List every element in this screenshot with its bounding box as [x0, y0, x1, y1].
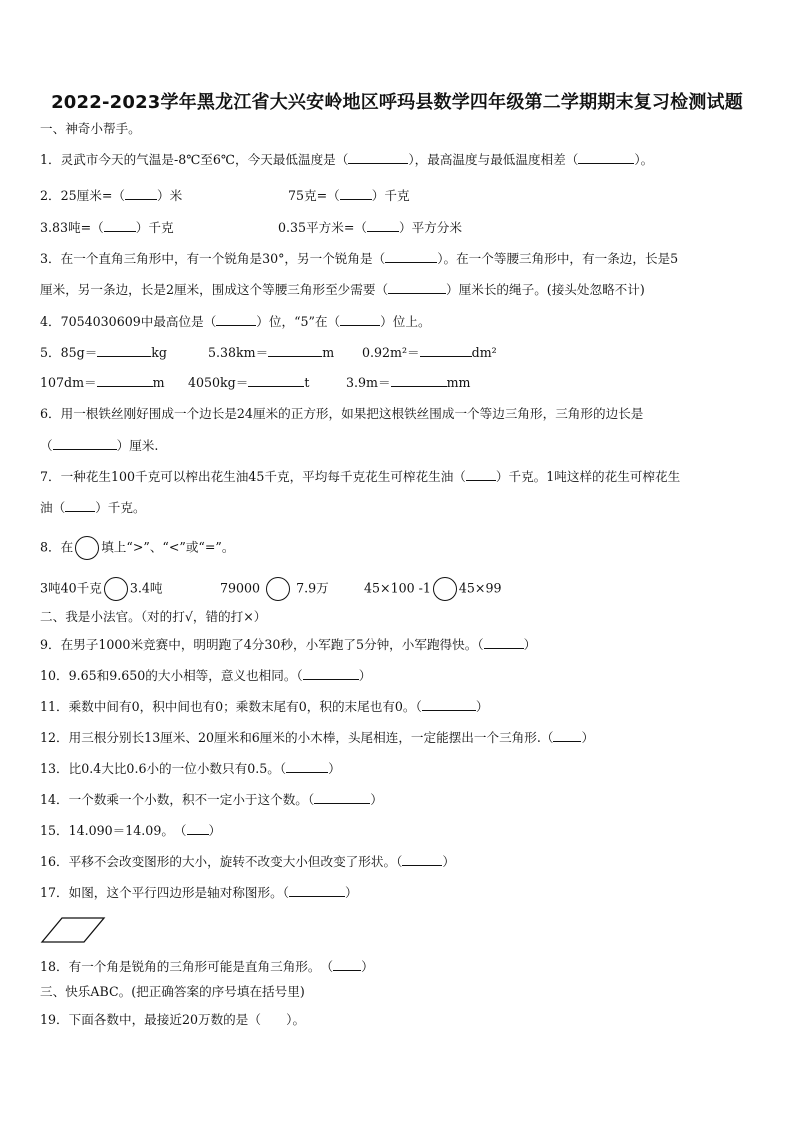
comparison-circle[interactable] [266, 577, 290, 601]
answer-blank[interactable] [125, 187, 157, 200]
answer-blank[interactable] [385, 250, 437, 263]
answer-blank[interactable] [422, 698, 476, 711]
answer-blank[interactable] [65, 499, 95, 512]
answer-blank[interactable] [553, 729, 581, 742]
question-2-row-1: 2．25厘米=（ ）米 75克=（ ）千克 [40, 188, 410, 203]
question-15: 15．14.090＝14.09。 （ ） [40, 823, 222, 838]
answer-blank[interactable] [333, 958, 361, 971]
answer-blank[interactable] [420, 344, 472, 357]
comparison-circle[interactable] [104, 577, 128, 601]
section-3-heading: 三、快乐ABC。(把正确答案的序号填在括号里) [40, 984, 305, 999]
question-16: 16．平移不会改变图形的大小，旋转不改变大小但改变了形状。（ ） [40, 854, 455, 869]
answer-blank[interactable] [268, 344, 322, 357]
parallelogram-figure [40, 916, 106, 944]
answer-blank[interactable] [216, 313, 256, 326]
answer-blank[interactable] [340, 313, 380, 326]
question-3-line-2: 厘米，另一条边，长是2厘米，围成这个等腰三角形至少需要（ ）厘米长的绳子。(接头处忽略不计) [40, 282, 645, 297]
answer-blank[interactable] [104, 219, 136, 232]
question-12: 12．用三根分别长13厘米、20厘米和6厘米的小木棒，头尾相连，一定能摆出一个三角形.（ ） [40, 730, 595, 745]
question-7-line-2: 油（ ）千克。 [40, 500, 146, 515]
answer-blank[interactable] [466, 468, 496, 481]
answer-blank[interactable] [53, 437, 117, 450]
question-18: 18．有一个角是锐角的三角形可能是直角三角形。 （ ） [40, 959, 374, 974]
question-5-row-2: 107dm＝ m 4050kg＝ t 3.9m＝ mm [40, 375, 471, 390]
question-1: 1．灵武市今天的气温是-8℃至6℃，今天最低温度是（ ），最高温度与最低温度相差（ ）。 [40, 152, 654, 167]
answer-blank[interactable] [248, 374, 304, 387]
answer-blank[interactable] [348, 151, 408, 164]
question-11: 11．乘数中间有0，积中间也有0；乘数末尾有0，积的末尾也有0。（ ） [40, 699, 489, 714]
answer-blank[interactable] [388, 281, 446, 294]
question-3-line-1: 3．在一个直角三角形中，有一个锐角是30°，另一个锐角是（ ）。在一个等腰三角形中，有一条边，长是5 [40, 251, 679, 266]
question-19: 19．下面各数中，最接近20万数的是（ ）。 [40, 1012, 306, 1027]
page-title: 2022-2023学年黑龙江省大兴安岭地区呼玛县数学四年级第二学期期末复习检测试题 [51, 92, 743, 113]
answer-blank[interactable] [286, 760, 328, 773]
question-7-line-1: 7．一种花生100千克可以榨出花生油45千克，平均每千克花生可榨花生油（ ）千克。1吨这样的花生可榨花生 [40, 469, 681, 484]
question-9: 9．在男子1000米竞赛中，明明跑了4分30秒，小军跑了5分钟，小军跑得快。（ ） [40, 637, 537, 652]
answer-blank[interactable] [367, 219, 399, 232]
question-2-row-2: 3.83吨=（ ）千克 0.35平方米=（ ）平方分米 [40, 220, 462, 235]
section-1-heading: 一、神奇小帮手。 [40, 121, 141, 136]
answer-blank[interactable] [187, 822, 209, 835]
question-10: 10．9.65和9.650的大小相等，意义也相同。（ ） [40, 668, 372, 683]
question-8-items: 3吨40千克 3.4吨 79000 7.9万 45×100 -1 45×99 [40, 577, 162, 601]
answer-blank[interactable] [314, 791, 370, 804]
answer-blank[interactable] [97, 344, 151, 357]
question-6-line-2: （ ）厘米. [40, 438, 159, 453]
question-17: 17．如图，这个平行四边形是轴对称图形。（ ） [40, 885, 358, 900]
answer-blank[interactable] [484, 636, 524, 649]
answer-blank[interactable] [340, 187, 372, 200]
answer-blank[interactable] [402, 853, 442, 866]
question-13: 13．比0.4大比0.6小的一位小数只有0.5。（ ） [40, 761, 341, 776]
answer-blank[interactable] [578, 151, 634, 164]
question-6-line-1: 6．用一根铁丝刚好围成一个边长是24厘米的正方形，如果把这根铁丝围成一个等边三角形，三角形的边长是 [40, 406, 644, 421]
comparison-circle[interactable] [433, 577, 457, 601]
answer-blank[interactable] [289, 884, 345, 897]
section-2-heading: 二、我是小法官。（对的打√，错的打×） [40, 609, 267, 624]
question-14: 14．一个数乘一个小数，积不一定小于这个数。（ ） [40, 792, 383, 807]
answer-blank[interactable] [303, 667, 359, 680]
comparison-circle [75, 536, 99, 560]
answer-blank[interactable] [391, 374, 447, 387]
answer-blank[interactable] [97, 374, 153, 387]
question-5-row-1: 5．85g＝ kg 5.38km＝ m 0.92m²＝ dm² [40, 345, 497, 360]
question-4: 4．7054030609中最高位是（ ）位，“5”在（ ）位上。 [40, 314, 431, 329]
question-8: 8．在 填上“>”、“<”或“=”。 [40, 536, 234, 560]
